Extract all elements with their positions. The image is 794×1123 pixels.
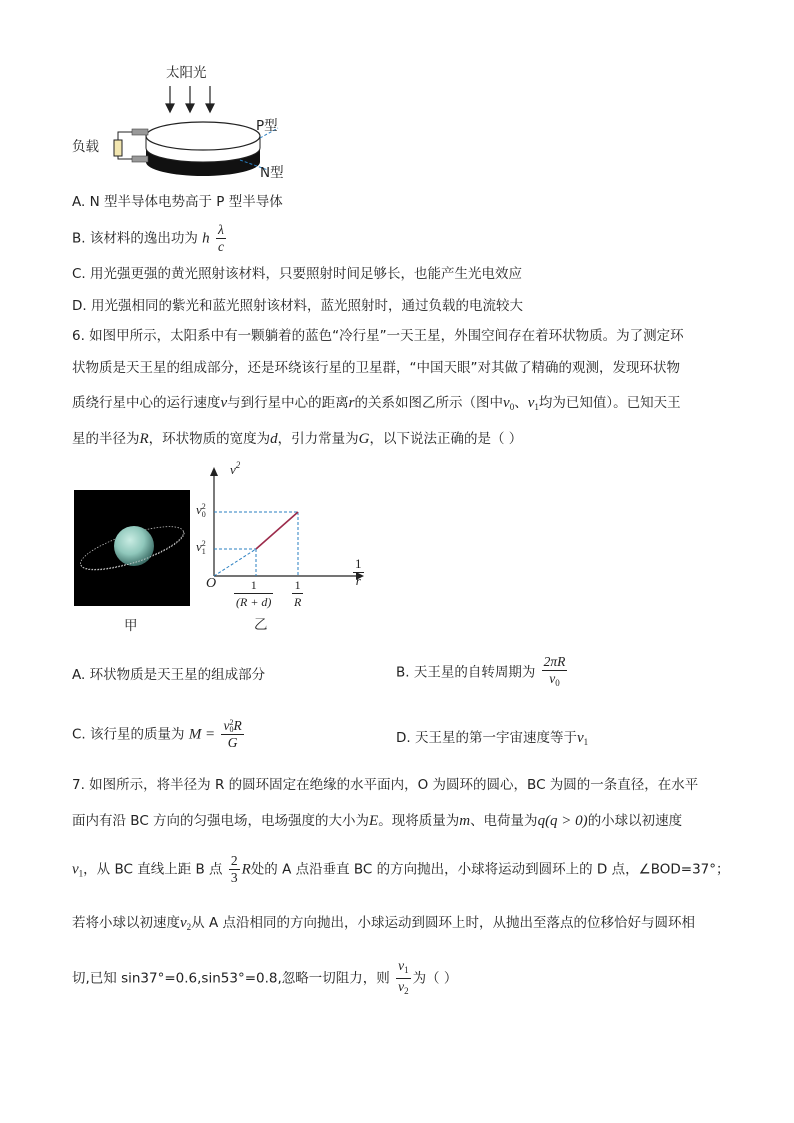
q6-option-a: A. 环状物质是天王星的组成部分 xyxy=(72,667,266,683)
q6-stem-line4: 星的半径为R，环状物质的宽度为d，引力常量为G，以下说法正确的是（ ） xyxy=(72,431,523,447)
q6-option-b: B. 天王星的自转周期为 $\frac{2\pi R}{v_0}$ xyxy=(396,654,569,691)
q6-option-c: C. 该行星的质量为 M = v 2 0 R G xyxy=(72,718,242,750)
origin-label: O xyxy=(206,576,217,591)
figure-jia-label: 甲 xyxy=(124,618,138,634)
q5-option-b xyxy=(72,222,228,255)
q7-stem-line4: 若将小球以初速度$v_2$从 A 点沿相同的方向抛出，小球运动到圆环上时，从抛出至落点的位移恰好与圆环相 xyxy=(72,915,695,932)
tick-y-v0: v 2 0 xyxy=(196,502,206,520)
y-axis-label: $v^2$ xyxy=(230,460,241,477)
q6-stem-line2: 状物质是天王星的组成部分，还是环绕该行星的卫星群，“中国天眼”对其做了精确的观测，发现环状物 xyxy=(72,360,680,376)
uranus-image xyxy=(74,490,190,606)
data-line xyxy=(256,512,298,549)
v2-vs-inverse-r-graph xyxy=(196,458,376,618)
q5-option-b-num: λ xyxy=(216,222,226,239)
solar-cell-figure xyxy=(60,58,300,188)
p-layer xyxy=(146,122,260,150)
q7-stem-line3: $v_1$，从 BC 直线上距 B 点 $\frac{2}{3}$ R处的 A 点沿垂直 BC 的方向抛出，小球将运动到圆环上的 D 点，∠BOD=37°； xyxy=(72,853,730,885)
sunlight-label: 太阳光 xyxy=(166,65,207,81)
tick-x-1-over-r-plus-d: $\frac{1}{(R + d)}$ xyxy=(236,578,272,609)
q6-stem-line3: 质绕行星中心的运行速度v与到行星中心的距离r的关系如图乙所示（图中$v_0$、$v_1$均为已知值）。已知天王 xyxy=(72,395,681,412)
p-type-label: P型 xyxy=(256,118,278,134)
q5-option-b-text: B. 该材料的逸出功为 xyxy=(72,230,198,247)
q5-option-a: A. N 型半导体电势高于 P 型半导体 xyxy=(72,194,283,210)
q5-option-b-h: h xyxy=(202,230,210,247)
q7-stem-line1: 7. 如图所示，将半径为 R 的圆环固定在绝缘的水平面内，O 为圆环的圆心，BC 为圆的一条直径，在水平 xyxy=(72,777,699,793)
tick-y-v1: v 2 1 xyxy=(196,539,206,557)
sunlight-arrows xyxy=(166,86,214,112)
n-type-label: N型 xyxy=(260,165,284,181)
q5-option-b-fraction xyxy=(216,222,226,255)
uranus-planet-illustration xyxy=(74,490,190,606)
q6-option-c-fraction: v 2 0 R G xyxy=(223,718,242,750)
load-resistor xyxy=(114,140,122,156)
q6-option-d: D. 天王星的第一宇宙速度等于$v_1$ xyxy=(396,730,589,747)
q6-option-b-fraction: $\frac{2\pi R}{v_0}$ xyxy=(543,654,566,688)
q6-stem-line1: 6. 如图甲所示，太阳系中有一颗躺着的蓝色“冷行星”一天王星，外围空间存在着环状物质。为了测定环 xyxy=(72,328,684,344)
q5-option-c: C. 用光强更强的黄光照射该材料，只要照射时间足够长，也能产生光电效应 xyxy=(72,266,523,282)
q5-option-d: D. 用光强相同的紫光和蓝光照射该材料，蓝光照射时，通过负载的电流较大 xyxy=(72,298,523,314)
q7-v1-over-v2-fraction: $\frac{v_1}{v_2}$ xyxy=(398,958,409,996)
x-axis-label: $\frac{1}{r}$ xyxy=(355,556,362,588)
figure-yi-label: 乙 xyxy=(254,617,268,633)
q7-stem-line5: 切,已知 sin37°=0.6,sin53°=0.8,忽略一切阻力，则 $\frac{v_1}{v_2}$ 为（ ） xyxy=(72,958,457,999)
load-label: 负载 xyxy=(72,139,99,155)
tick-x-1-over-r: $\frac{1}{R}$ xyxy=(294,578,302,609)
q5-option-b-den: c xyxy=(217,239,224,254)
graph-svg xyxy=(196,458,376,618)
q7-two-thirds-fraction: $\frac{2}{3}$ xyxy=(230,853,238,885)
q7-stem-line2: 面内有沿 BC 方向的匀强电场，电场强度的大小为E。现将质量为m、电荷量为q(q > 0)的小球以初速度 xyxy=(72,813,683,829)
